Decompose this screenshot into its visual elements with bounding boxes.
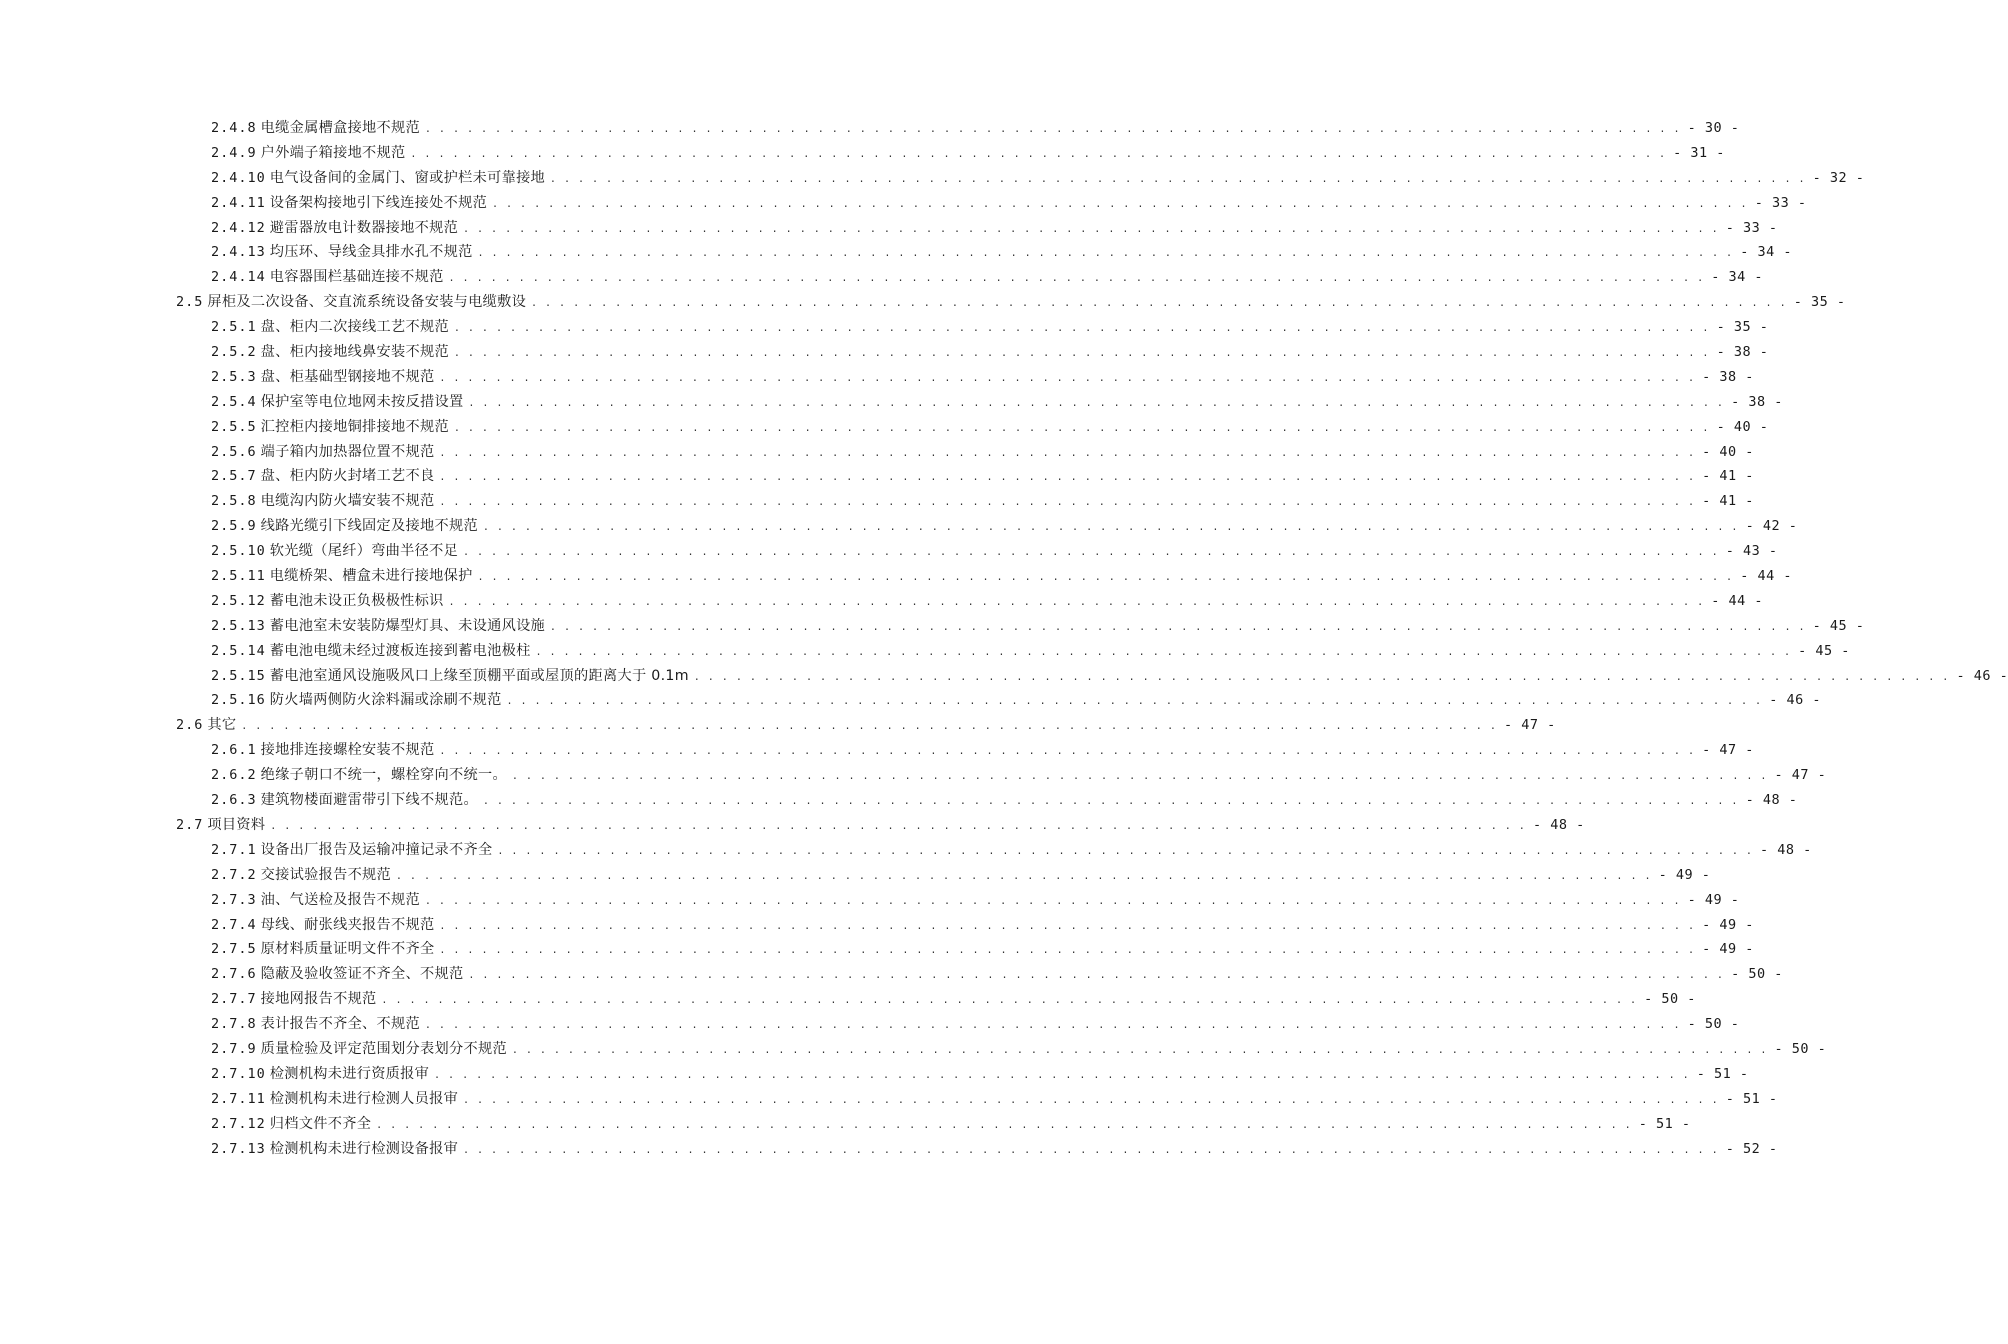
- toc-entry-page: - 33 -: [1725, 219, 1778, 236]
- toc-entry-text: 电容器围栏基础连接不规范: [269, 269, 444, 286]
- toc-entry-title: [211, 937, 435, 962]
- toc-entry-page: - 33 -: [1754, 194, 1807, 211]
- toc-entry-number: 2.7.12: [211, 1115, 266, 1132]
- toc-entry-number: 2.5.1: [211, 319, 257, 336]
- toc-entry[interactable]: [0, 888, 1740, 913]
- dot-leader: . . . . . . . . . . . . . . . . . . . . . . . . . . . . . . . . . . . . . . . . . . . . . . . . . . . . . . . . . . . . . . . . . . . . . . . . . . . . . . . . . . . . . . . . . .: [377, 1116, 1633, 1131]
- toc-entry-text: 其它: [207, 717, 237, 734]
- toc-entry[interactable]: [0, 440, 1754, 465]
- toc-entry-title: [211, 913, 435, 938]
- toc-entry-page: - 50 -: [1774, 1040, 1827, 1057]
- toc-entry-text: 软光缆（尾纤）弯曲半径不足: [269, 543, 459, 560]
- toc-entry-title: [211, 788, 478, 813]
- toc-entry-text: 蓄电池电缆未经过渡板连接到蓄电池极柱: [269, 642, 531, 659]
- toc-entry[interactable]: [0, 1137, 1778, 1162]
- toc-entry-number: 2.7.13: [211, 1140, 266, 1157]
- toc-entry[interactable]: [0, 240, 1792, 265]
- toc-entry-page: - 43 -: [1725, 543, 1778, 560]
- toc-entry-text: 交接试验报告不规范: [260, 866, 392, 883]
- toc-entry[interactable]: [0, 763, 1827, 788]
- toc-entry-number: 2.7.8: [211, 1016, 257, 1033]
- toc-entry-title: [211, 614, 545, 639]
- toc-entry-text: 盘、柜内防火封堵工艺不良: [260, 468, 435, 485]
- toc-entry[interactable]: [0, 564, 1792, 589]
- dot-leader: . . . . . . . . . . . . . . . . . . . . . . . . . . . . . . . . . . . . . . . . . . . . . . . . . . . . . . . . . . . . . . . . . . . . . . . . . . . . . . . . . . . . . . . . . .: [532, 295, 1788, 310]
- toc-entry-number: 2.4.14: [211, 269, 266, 286]
- toc-entry-text: 母线、耐张线夹报告不规范: [260, 916, 435, 933]
- toc-entry-title: [211, 141, 406, 166]
- toc-entry-page: - 47 -: [1774, 767, 1827, 784]
- toc-entry-page: - 32 -: [1812, 169, 1865, 186]
- toc-entry-page: - 49 -: [1687, 891, 1740, 908]
- toc-entry-text: 汇控柜内接地铜排接地不规范: [260, 418, 449, 435]
- dot-leader: . . . . . . . . . . . . . . . . . . . . . . . . . . . . . . . . . . . . . . . . . . . . . . . . . . . . . . . . . . . . . . . . . . . . . . . . . . . . . . . . . . . . . . . . . .: [449, 593, 1706, 608]
- toc-entry-title: [211, 863, 391, 888]
- toc-entry-number: 2.5.13: [211, 617, 266, 634]
- toc-entry-page: - 46 -: [1769, 692, 1821, 709]
- toc-entry-number: 2.7.3: [211, 891, 257, 908]
- toc-entry-page: - 38 -: [1731, 393, 1783, 410]
- toc-entry-page: - 40 -: [1702, 443, 1754, 460]
- toc-entry-title: [211, 1112, 371, 1137]
- toc-entry-title: [211, 962, 463, 987]
- toc-entry-page: - 34 -: [1711, 269, 1764, 286]
- toc-entry-title: [211, 116, 420, 141]
- toc-entry-title: [211, 390, 463, 415]
- toc-entry-number: 2.7.6: [211, 966, 257, 983]
- dot-leader: . . . . . . . . . . . . . . . . . . . . . . . . . . . . . . . . . . . . . . . . . . . . . . . . . . . . . . . . . . . . . . . . . . . . . . . . . . . . . . . . . . . . . . . . . .: [512, 1041, 1769, 1056]
- toc-entry-text: 检测机构未进行检测设备报审: [269, 1140, 459, 1157]
- toc-entry-number: 2.6.2: [211, 767, 257, 784]
- toc-entry-number: 2.5.6: [211, 443, 257, 460]
- toc-entry-number: 2.7.9: [211, 1040, 257, 1057]
- toc-entry-text: 保护室等电位地网未按反措设置: [260, 393, 464, 410]
- toc-entry-text: 电缆金属槽盒接地不规范: [260, 120, 421, 136]
- toc-entry-number: 2.5.5: [211, 418, 257, 435]
- toc-entry[interactable]: [0, 116, 1740, 141]
- toc-entry-title: [211, 440, 435, 465]
- toc-entry-number: 2.7.11: [211, 1090, 266, 1107]
- toc-entry[interactable]: [0, 340, 1769, 365]
- dot-leader: . . . . . . . . . . . . . . . . . . . . . . . . . . . . . . . . . . . . . . . . . . . . . . . . . . . . . . . . . . . . . . . . . . . . . . . . . . . . . . . . . . . . . . . . . .: [454, 345, 1711, 360]
- toc-entry-number: 2.5.11: [211, 568, 266, 585]
- toc-entry-title: [211, 688, 502, 713]
- table-of-contents: [0, 116, 2008, 1161]
- toc-entry-text: 归档文件不齐全: [269, 1115, 372, 1132]
- toc-entry-page: - 50 -: [1687, 1016, 1740, 1033]
- toc-entry[interactable]: [0, 315, 1769, 340]
- toc-entry-page: - 49 -: [1702, 941, 1754, 958]
- toc-entry-text: 表计报告不齐全、不规范: [260, 1016, 421, 1033]
- toc-entry[interactable]: [0, 514, 1798, 539]
- toc-entry-page: - 35 -: [1716, 319, 1769, 336]
- toc-entry-text: 油、气送检及报告不规范: [260, 891, 421, 908]
- toc-entry[interactable]: [0, 937, 1754, 962]
- toc-entry[interactable]: [0, 987, 1696, 1012]
- dot-leader: . . . . . . . . . . . . . . . . . . . . . . . . . . . . . . . . . . . . . . . . . . . . . . . . . . . . . . . . . . . . . . . . . . . . . . . . . . . . . . . . . . . . . . . . . .: [464, 1141, 1720, 1156]
- toc-entry[interactable]: [0, 489, 1754, 514]
- dot-leader: . . . . . . . . . . . . . . . . . . . . . . . . . . . . . . . . . . . . . . . . . . . . . . . . . . . . . . . . . . . . . . . . . . . . . . . . . . . . . . . . . . . . . . . . . .: [478, 569, 1735, 584]
- toc-entry-number: 2.5.12: [211, 592, 266, 609]
- dot-leader: . . . . . . . . . . . . . . . . . . . . . . . . . . . . . . . . . . . . . . . . . . . . . . . . . . . . . . . . . . . . . . . . . . . . . . . . . . . . . . . . . . . . . . . . . .: [551, 618, 1807, 633]
- toc-entry-page: - 35 -: [1793, 294, 1846, 311]
- toc-entry-text: 电缆沟内防火墙安装不规范: [260, 493, 435, 510]
- toc-entry-page: - 49 -: [1658, 866, 1711, 883]
- toc-entry-page: - 41 -: [1702, 493, 1754, 510]
- toc-entry-number: 2.5: [176, 294, 204, 311]
- toc-entry-title: [211, 1087, 458, 1112]
- toc-entry-title: [211, 489, 435, 514]
- toc-entry-page: - 50 -: [1644, 991, 1696, 1008]
- toc-entry-page: - 51 -: [1696, 1065, 1749, 1082]
- toc-entry-number: 2.5.14: [211, 642, 266, 659]
- toc-entry-number: 2.5.8: [211, 493, 257, 510]
- toc-entry-number: 2.5.3: [211, 368, 257, 385]
- dot-leader: . . . . . . . . . . . . . . . . . . . . . . . . . . . . . . . . . . . . . . . . . . . . . . . . . . . . . . . . . . . . . . . . . . . . . . . . . . . . . . . . . . . . . . . . . .: [464, 1091, 1720, 1106]
- toc-entry-page: - 31 -: [1673, 144, 1725, 161]
- toc-entry-title: [211, 738, 435, 763]
- toc-entry-text: 避雷器放电计数器接地不规范: [269, 219, 459, 236]
- toc-entry-title: [211, 763, 507, 788]
- toc-entry[interactable]: [0, 813, 1585, 838]
- toc-entry-page: - 38 -: [1716, 344, 1769, 361]
- toc-entry-page: - 40 -: [1716, 418, 1769, 435]
- toc-entry-number: 2.5.2: [211, 344, 257, 361]
- dot-leader: . . . . . . . . . . . . . . . . . . . . . . . . . . . . . . . . . . . . . . . . . . . . . . . . . . . . . . . . . . . . . . . . . . . . . . . . . . . . . . . . . . . . . . . . . .: [483, 793, 1740, 808]
- dot-leader: . . . . . . . . . . . . . . . . . . . . . . . . . . . . . . . . . . . . . . . . . . . . . . . . . . . . . . . . . . . . . . . . . . . . . . . . . . . . . . . . . . . . . . . . . .: [694, 668, 1951, 683]
- toc-entry[interactable]: [0, 713, 1556, 738]
- dot-leader: . . . . . . . . . . . . . . . . . . . . . . . . . . . . . . . . . . . . . . . . . . . . . . . . . . . . . . . . . . . . . . . . . . . . . . . . . . . . . . . . . . . . . . . . . .: [493, 195, 1749, 210]
- toc-entry-text: 线路光缆引下线固定及接地不规范: [260, 518, 478, 535]
- dot-leader: . . . . . . . . . . . . . . . . . . . . . . . . . . . . . . . . . . . . . . . . . . . . . . . . . . . . . . . . . . . . . . . . . . . . . . . . . . . . . . . . . . . . . . . . . .: [440, 494, 1697, 509]
- toc-entry[interactable]: [0, 688, 1821, 713]
- toc-entry-text: 端子箱内加热器位置不规范: [260, 443, 435, 460]
- toc-entry-number: 2.5.16: [211, 692, 266, 709]
- toc-entry-text: 防火墙两侧防火涂料漏或涂刷不规范: [269, 692, 502, 709]
- dot-leader: . . . . . . . . . . . . . . . . . . . . . . . . . . . . . . . . . . . . . . . . . . . . . . . . . . . . . . . . . . . . . . . . . . . . . . . . . . . . . . . . . . . . . . . . . .: [426, 121, 1682, 135]
- toc-entry[interactable]: [0, 838, 1812, 863]
- toc-entry-number: 2.4.10: [211, 169, 266, 186]
- toc-entry-number: 2.5.7: [211, 468, 257, 485]
- toc-entry-page: - 50 -: [1731, 966, 1783, 983]
- dot-leader: . . . . . . . . . . . . . . . . . . . . . . . . . . . . . . . . . . . . . . . . . . . . . . . . . . . . . . . . . . . . . . . . . . . . . . . . . . . . . . . . . . . . . . . . . .: [454, 320, 1711, 335]
- toc-entry-title: [211, 838, 492, 863]
- dot-leader: . . . . . . . . . . . . . . . . . . . . . . . . . . . . . . . . . . . . . . . . . . . . . . . . . . . . . . . . . . . . . . . . . . . . . . . . . . . . . . . . . . . . . . . . . .: [512, 768, 1769, 783]
- toc-entry-number: 2.7.5: [211, 941, 257, 958]
- dot-leader: . . . . . . . . . . . . . . . . . . . . . . . . . . . . . . . . . . . . . . . . . . . . . . . . . . . . . . . . . . . . . . . . . . . . . . . . . . . . . . . . . . . . . . . . . .: [440, 369, 1697, 384]
- toc-entry-text: 绝缘子朝口不统一，螺栓穿向不统一。: [260, 767, 507, 784]
- toc-entry-number: 2.6: [176, 717, 204, 734]
- toc-entry-text: 建筑物楼面避雷带引下线不规范。: [260, 792, 478, 809]
- dot-leader: . . . . . . . . . . . . . . . . . . . . . . . . . . . . . . . . . . . . . . . . . . . . . . . . . . . . . . . . . . . . . . . . . . . . . . . . . . . . . . . . . . . . . . . . . .: [454, 419, 1711, 434]
- toc-entry-page: - 51 -: [1638, 1115, 1691, 1132]
- toc-entry-title: [211, 240, 473, 265]
- toc-entry-text: 设备出厂报告及运输冲撞记录不齐全: [260, 841, 493, 858]
- toc-entry[interactable]: [0, 1037, 1827, 1062]
- dot-leader: . . . . . . . . . . . . . . . . . . . . . . . . . . . . . . . . . . . . . . . . . . . . . . . . . . . . . . . . . . . . . . . . . . . . . . . . . . . . . . . . . . . . . . . . . .: [536, 643, 1793, 658]
- toc-entry-page: - 44 -: [1740, 568, 1792, 585]
- toc-entry-page: - 44 -: [1711, 592, 1764, 609]
- toc-entry-text: 盘、柜内接地线鼻安装不规范: [260, 344, 449, 361]
- toc-entry-title: [211, 987, 377, 1012]
- toc-entry-text: 检测机构未进行资质报审: [269, 1065, 430, 1082]
- toc-entry[interactable]: [0, 390, 1783, 415]
- toc-entry-title: [176, 713, 236, 738]
- toc-entry-number: 2.5.10: [211, 543, 266, 560]
- toc-entry-text: 检测机构未进行检测人员报审: [269, 1090, 459, 1107]
- toc-entry-page: - 46 -: [1956, 667, 2008, 684]
- toc-entry[interactable]: [0, 141, 1725, 166]
- toc-entry-text: 接地排连接螺栓安装不规范: [260, 742, 435, 759]
- toc-entry-title: [211, 166, 545, 191]
- toc-entry[interactable]: [0, 863, 1711, 888]
- toc-entry-page: - 34 -: [1740, 244, 1792, 261]
- toc-entry[interactable]: [0, 415, 1769, 440]
- toc-entry-page: - 48 -: [1532, 816, 1585, 833]
- toc-entry-page: - 48 -: [1760, 841, 1812, 858]
- toc-entry-title: [176, 290, 526, 315]
- toc-entry[interactable]: [0, 962, 1783, 987]
- toc-entry-number: 2.4.8: [211, 120, 257, 136]
- toc-entry-title: [211, 514, 478, 539]
- toc-entry-text: 均压环、导线金具排水孔不规范: [269, 244, 473, 261]
- toc-entry[interactable]: [0, 464, 1754, 489]
- toc-entry-title: [211, 1137, 458, 1162]
- toc-entry-number: 2.6.1: [211, 742, 257, 759]
- dot-leader: . . . . . . . . . . . . . . . . . . . . . . . . . . . . . . . . . . . . . . . . . . . . . . . . . . . . . . . . . . . . . . . . . . . . . . . . . . . . . . . . . . . . . . . . . .: [449, 270, 1706, 285]
- dot-leader: . . . . . . . . . . . . . . . . . . . . . . . . . . . . . . . . . . . . . . . . . . . . . . . . . . . . . . . . . . . . . . . . . . . . . . . . . . . . . . . . . . . . . . . . . .: [440, 942, 1697, 957]
- dot-leader: . . . . . . . . . . . . . . . . . . . . . . . . . . . . . . . . . . . . . . . . . . . . . . . . . . . . . . . . . . . . . . . . . . . . . . . . . . . . . . . . . . . . . . . . . .: [469, 394, 1726, 409]
- toc-entry-number: 2.7.10: [211, 1065, 266, 1082]
- toc-entry-number: 2.7.7: [211, 991, 257, 1008]
- toc-entry-page: - 41 -: [1702, 468, 1754, 485]
- toc-entry[interactable]: [0, 664, 2008, 689]
- toc-entry-number: 2.6.3: [211, 792, 257, 809]
- toc-entry-number: 2.5.9: [211, 518, 257, 535]
- toc-entry-title: [211, 1037, 507, 1062]
- toc-entry-text: 接地网报告不规范: [260, 991, 377, 1008]
- toc-entry-title: [211, 315, 449, 340]
- toc-entry-number: 2.5.4: [211, 393, 257, 410]
- toc-entry-page: - 38 -: [1702, 368, 1754, 385]
- dot-leader: . . . . . . . . . . . . . . . . . . . . . . . . . . . . . . . . . . . . . . . . . . . . . . . . . . . . . . . . . . . . . . . . . . . . . . . . . . . . . . . . . . . . . . . . . .: [411, 145, 1668, 160]
- toc-entry-title: [211, 888, 420, 913]
- toc-entry-page: - 47 -: [1503, 717, 1556, 734]
- toc-entry[interactable]: [0, 913, 1754, 938]
- toc-entry-text: 电气设备间的金属门、窗或护栏未可靠接地: [269, 169, 546, 186]
- toc-entry-title: [211, 216, 458, 241]
- dot-leader: . . . . . . . . . . . . . . . . . . . . . . . . . . . . . . . . . . . . . . . . . . . . . . . . . . . . . . . . . . . . . . . . . . . . . . . . . . . . . . . . . . . . . . . . . .: [426, 1017, 1682, 1032]
- dot-leader: . . . . . . . . . . . . . . . . . . . . . . . . . . . . . . . . . . . . . . . . . . . . . . . . . . . . . . . . . . . . . . . . . . . . . . . . . . . . . . . . . . . . . . . . . .: [435, 1066, 1691, 1081]
- toc-entry-text: 蓄电池室未安装防爆型灯具、未设通风设施: [269, 617, 546, 634]
- toc-entry-text: 质量检验及评定范围划分表划分不规范: [260, 1040, 507, 1057]
- dot-leader: . . . . . . . . . . . . . . . . . . . . . . . . . . . . . . . . . . . . . . . . . . . . . . . . . . . . . . . . . . . . . . . . . . . . . . . . . . . . . . . . . . . . . . . . . .: [483, 519, 1740, 534]
- toc-entry[interactable]: [0, 1087, 1778, 1112]
- toc-entry-text: 电缆桥架、槽盒未进行接地保护: [269, 568, 473, 585]
- toc-entry[interactable]: [0, 290, 1846, 315]
- toc-entry-number: 2.4.11: [211, 194, 266, 211]
- toc-entry-title: [211, 464, 435, 489]
- toc-entry[interactable]: [0, 191, 1807, 216]
- dot-leader: . . . . . . . . . . . . . . . . . . . . . . . . . . . . . . . . . . . . . . . . . . . . . . . . . . . . . . . . . . . . . . . . . . . . . . . . . . . . . . . . . . . . . . . . . .: [464, 544, 1720, 559]
- toc-entry-title: [211, 564, 473, 589]
- toc-entry[interactable]: [0, 788, 1798, 813]
- toc-entry-text: 原材料质量证明文件不齐全: [260, 941, 435, 958]
- toc-entry-text: 隐蔽及验收签证不齐全、不规范: [260, 966, 464, 983]
- toc-entry-text: 屏柜及二次设备、交直流系统设备安装与电缆敷设: [207, 294, 527, 311]
- toc-entry-page: - 52 -: [1725, 1140, 1778, 1157]
- toc-entry-title: [211, 664, 689, 689]
- toc-entry-title: [211, 265, 444, 290]
- toc-entry-text: 蓄电池未设正负极极性标识: [269, 592, 444, 609]
- toc-entry-title: [211, 340, 449, 365]
- toc-entry-page: - 48 -: [1745, 792, 1798, 809]
- toc-entry[interactable]: [0, 1062, 1749, 1087]
- toc-entry[interactable]: [0, 166, 1865, 191]
- dot-leader: . . . . . . . . . . . . . . . . . . . . . . . . . . . . . . . . . . . . . . . . . . . . . . . . . . . . . . . . . . . . . . . . . . . . . . . . . . . . . . . . . . . . . . . . . .: [382, 992, 1639, 1007]
- toc-entry[interactable]: [0, 365, 1754, 390]
- toc-entry[interactable]: [0, 614, 1865, 639]
- toc-entry[interactable]: [0, 216, 1778, 241]
- toc-entry-number: 2.4.12: [211, 219, 266, 236]
- dot-leader: . . . . . . . . . . . . . . . . . . . . . . . . . . . . . . . . . . . . . . . . . . . . . . . . . . . . . . . . . . . . . . . . . . . . . . . . . . . . . . . . . . . . . . . . . .: [440, 444, 1697, 459]
- toc-entry-title: [211, 415, 449, 440]
- toc-entry-text: 蓄电池室通风设施吸风口上缘至顶棚平面或屋顶的距离大于 0.1m: [269, 667, 689, 684]
- toc-entry[interactable]: [0, 589, 1764, 614]
- toc-entry[interactable]: [0, 265, 1764, 290]
- toc-entry-title: [176, 813, 265, 838]
- toc-entry-title: [211, 539, 458, 564]
- toc-entry-text: 盘、柜内二次接线工艺不规范: [260, 319, 449, 336]
- toc-entry-text: 设备架构接地引下线连接处不规范: [269, 194, 488, 211]
- toc-entry-number: 2.4.9: [211, 144, 257, 161]
- toc-entry[interactable]: [0, 1012, 1740, 1037]
- toc-entry-title: [211, 1062, 429, 1087]
- toc-entry-number: 2.7: [176, 816, 204, 833]
- toc-entry-number: 2.7.1: [211, 841, 257, 858]
- toc-entry[interactable]: [0, 639, 1850, 664]
- toc-entry[interactable]: [0, 738, 1754, 763]
- toc-entry-title: [211, 639, 531, 664]
- toc-entry-title: [211, 365, 435, 390]
- toc-entry-title: [211, 191, 487, 216]
- toc-entry-text: 户外端子箱接地不规范: [260, 144, 406, 161]
- toc-entry-page: - 49 -: [1702, 916, 1754, 933]
- dot-leader: . . . . . . . . . . . . . . . . . . . . . . . . . . . . . . . . . . . . . . . . . . . . . . . . . . . . . . . . . . . . . . . . . . . . . . . . . . . . . . . . . . . . . . . . . .: [440, 917, 1697, 932]
- dot-leader: . . . . . . . . . . . . . . . . . . . . . . . . . . . . . . . . . . . . . . . . . . . . . . . . . . . . . . . . . . . . . . . . . . . . . . . . . . . . . . . . . . . . . . . . . .: [440, 743, 1697, 758]
- toc-entry[interactable]: [0, 1112, 1691, 1137]
- dot-leader: . . . . . . . . . . . . . . . . . . . . . . . . . . . . . . . . . . . . . . . . . . . . . . . . . . . . . . . . . . . . . . . . . . . . . . . . . . . . . . . . . . . . . . . . . .: [498, 842, 1755, 857]
- dot-leader: . . . . . . . . . . . . . . . . . . . . . . . . . . . . . . . . . . . . . . . . . . . . . . . . . . . . . . . . . . . . . . . . . . . . . . . . . . . . . . . . . . . . . . . . . .: [551, 170, 1807, 185]
- toc-entry-page: - 51 -: [1725, 1090, 1778, 1107]
- toc-entry-page: - 30 -: [1687, 120, 1740, 136]
- dot-leader: . . . . . . . . . . . . . . . . . . . . . . . . . . . . . . . . . . . . . . . . . . . . . . . . . . . . . . . . . . . . . . . . . . . . . . . . . . . . . . . . . . . . . . . . . .: [426, 892, 1682, 907]
- toc-entry-text: 盘、柜基础型钢接地不规范: [260, 368, 435, 385]
- toc-entry-number: 2.7.4: [211, 916, 257, 933]
- toc-entry-number: 2.4.13: [211, 244, 266, 261]
- dot-leader: . . . . . . . . . . . . . . . . . . . . . . . . . . . . . . . . . . . . . . . . . . . . . . . . . . . . . . . . . . . . . . . . . . . . . . . . . . . . . . . . . . . . . . . . . .: [507, 693, 1764, 708]
- dot-leader: . . . . . . . . . . . . . . . . . . . . . . . . . . . . . . . . . . . . . . . . . . . . . . . . . . . . . . . . . . . . . . . . . . . . . . . . . . . . . . . . . . . . . . . . . .: [440, 469, 1697, 484]
- toc-entry-number: 2.7.2: [211, 866, 257, 883]
- toc-entry-page: - 45 -: [1798, 642, 1850, 659]
- toc-entry[interactable]: [0, 539, 1778, 564]
- toc-entry-page: - 42 -: [1745, 518, 1798, 535]
- toc-entry-number: 2.5.15: [211, 667, 266, 684]
- toc-entry-title: [211, 589, 444, 614]
- toc-entry-page: - 47 -: [1702, 742, 1754, 759]
- dot-leader: . . . . . . . . . . . . . . . . . . . . . . . . . . . . . . . . . . . . . . . . . . . . . . . . . . . . . . . . . . . . . . . . . . . . . . . . . . . . . . . . . . . . . . . . . .: [464, 220, 1720, 235]
- dot-leader: . . . . . . . . . . . . . . . . . . . . . . . . . . . . . . . . . . . . . . . . . . . . . . . . . . . . . . . . . . . . . . . . . . . . . . . . . . . . . . . . . . . . . . . . . .: [397, 867, 1653, 882]
- toc-entry-page: - 45 -: [1812, 617, 1865, 634]
- dot-leader: . . . . . . . . . . . . . . . . . . . . . . . . . . . . . . . . . . . . . . . . . . . . . . . . . . . . . . . . . . . . . . . . . . . . . . . . . . . . . . . . . . . . . . . . . .: [271, 817, 1527, 832]
- dot-leader: . . . . . . . . . . . . . . . . . . . . . . . . . . . . . . . . . . . . . . . . . . . . . . . . . . . . . . . . . . . . . . . . . . . . . . . . . . . . . . . . . . . . . . . . . .: [242, 718, 1498, 733]
- toc-entry-title: [211, 1012, 420, 1037]
- toc-entry-text: 项目资料: [207, 816, 266, 833]
- dot-leader: . . . . . . . . . . . . . . . . . . . . . . . . . . . . . . . . . . . . . . . . . . . . . . . . . . . . . . . . . . . . . . . . . . . . . . . . . . . . . . . . . . . . . . . . . .: [469, 967, 1726, 982]
- dot-leader: . . . . . . . . . . . . . . . . . . . . . . . . . . . . . . . . . . . . . . . . . . . . . . . . . . . . . . . . . . . . . . . . . . . . . . . . . . . . . . . . . . . . . . . . . .: [478, 245, 1735, 260]
